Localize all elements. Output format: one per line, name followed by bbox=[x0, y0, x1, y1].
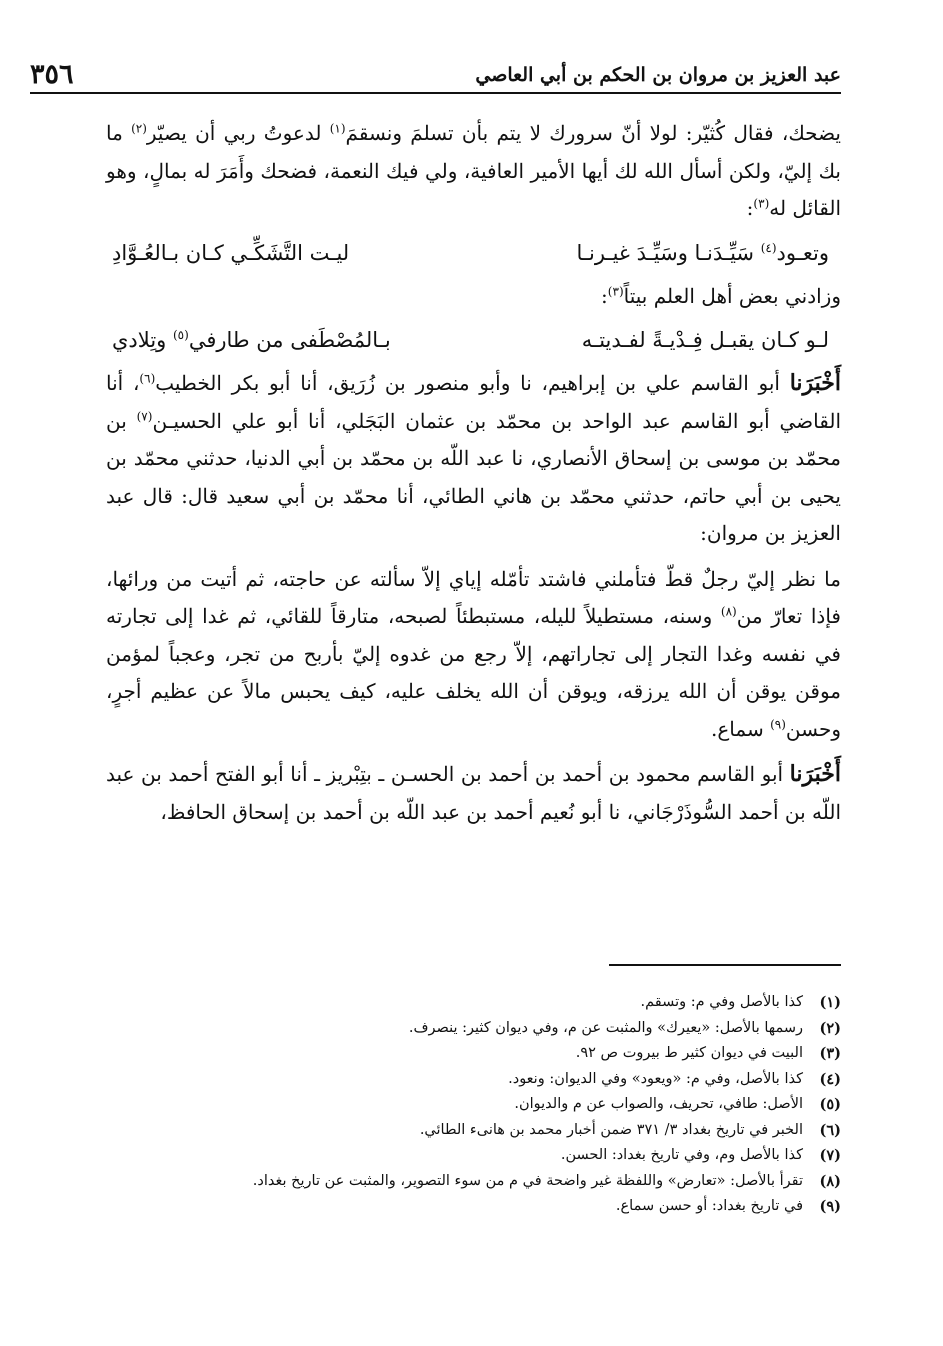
footnote-text: الخبر في تاريخ بغداد ٣/ ٣٧١ ضمن أخبار محمد بن هانىء الطائي. bbox=[419, 1121, 803, 1138]
footnote-number: (١) bbox=[819, 994, 841, 1011]
text-run: : bbox=[601, 283, 608, 308]
footnote-text: الأصل: طافي، تحريف، والصواب عن م والديوان. bbox=[514, 1096, 803, 1112]
footnote-item bbox=[106, 1092, 841, 1118]
running-title: عبد العزيز بن مروان بن الحكم بن أبي العاصي bbox=[475, 64, 841, 86]
footnote-number: (٤) bbox=[819, 1070, 841, 1088]
text-run: وتعـود bbox=[776, 240, 829, 265]
verse-1-second-hemistich: ليـت التَّشَكِّـي كـان بـالعُـوَّادِ bbox=[112, 240, 350, 265]
footnote-text: رسمها بالأصل: «يعيرك» والمثبت عن م، وفي ديوان كثير: ينصرف. bbox=[408, 1019, 803, 1036]
footnote-text: كذا بالأصل وفي م: وتسقم. bbox=[640, 994, 803, 1010]
footnote-item bbox=[106, 1041, 841, 1067]
text-run: سَيِّـدَنـا وسَيِّـدَ غيـرنـا bbox=[576, 240, 761, 265]
text-run: سماع. bbox=[711, 716, 771, 741]
footnote-number: (٩) bbox=[819, 1198, 841, 1215]
footnote-ref-9[interactable]: (٩) bbox=[770, 716, 786, 731]
footnote-ref-7[interactable]: (٧) bbox=[136, 408, 153, 423]
text-run: بن محمّد بن موسى بن إسحاق الأنصاري، نا عبد اللّه بن محمّد بن أبي الدنيا، حدثني محمّد بن يحيى بن أبي حاتم، حدثني محمّد بن هاني الطائي، أنا محمّد بن أبي سعيد قال: قال عبد العزيز بن مروان: bbox=[106, 408, 841, 545]
footnote-item bbox=[106, 1118, 841, 1144]
footnote-item bbox=[106, 1143, 841, 1169]
paragraph-2 bbox=[106, 278, 841, 316]
footnote-item bbox=[106, 1067, 841, 1093]
paragraph-5 bbox=[106, 756, 841, 831]
footnote-ref-6[interactable]: (٦) bbox=[139, 371, 156, 386]
paragraph-3 bbox=[106, 365, 841, 553]
footnote-separator bbox=[609, 964, 841, 966]
footnotes bbox=[106, 990, 841, 1220]
footnote-ref-5[interactable]: (٥) bbox=[172, 328, 189, 342]
page-header bbox=[30, 58, 841, 94]
footnote-item bbox=[106, 1016, 841, 1042]
footnote-text: في تاريخ بغداد: أو حسن سماع. bbox=[615, 1198, 803, 1214]
text-run: أبو القاسم علي بن إبراهيم، نا وأبو منصور بن زُرَيق، أنا أبو بكر الخطيب bbox=[155, 371, 790, 395]
verse-1 bbox=[106, 228, 841, 278]
footnote-ref-8[interactable]: (٨) bbox=[720, 604, 737, 619]
text-run: يضحك، فقال كُثيّر: لولا أنّ سرورك لا يتم بأن تسلمَ ونسقمَ bbox=[345, 121, 842, 145]
text-run: وتِلادي bbox=[112, 328, 173, 352]
text-run: ما بك إليّ، ولكن أسأل الله لك أيها الأمير العافية، ولي فيك النعمة، فضحك وأَمَرَ له بمالٍ، وهو القائل له bbox=[106, 121, 841, 220]
footnote-number: (٥) bbox=[819, 1096, 841, 1113]
verse-2 bbox=[106, 315, 841, 365]
footnote-text: كذا بالأصل، وفي م: «ويعود» وفي الديوان: ونعود. bbox=[508, 1070, 803, 1087]
footnote-number: (٣) bbox=[819, 1045, 841, 1062]
page-number: ٣٥٦ bbox=[30, 59, 74, 90]
footnote-ref-2[interactable]: (٢) bbox=[131, 121, 147, 136]
footnote-text: كذا بالأصل وم، وفي تاريخ بغداد: الحسن. bbox=[560, 1147, 803, 1163]
footnote-ref-4[interactable]: (٤) bbox=[760, 240, 777, 255]
text-run: وزادني بعض أهل العلم بيتاً bbox=[623, 283, 841, 308]
footnote-ref-3[interactable]: (٣) bbox=[753, 196, 770, 211]
footnote-item bbox=[106, 990, 841, 1016]
text-run: وسنه، مستطيلاً لليله، مستبطئاً لصبحه، متارقاً للقائي، ثم غدا إلى تجارته في نفسه وغدا التجار إلى تجاراتهم، إلاّ رجع من غدوه إليّ بأربح من تجر، وعجباً لمؤمن موقن يوقن أن الله يرزقه، ويوقن أن الله يخلف عليه، كيف يحبس مالاً عن عظيم أجرٍ، وحسن bbox=[106, 604, 841, 741]
isnad-lead: أَخْبَرَنا bbox=[789, 370, 842, 396]
footnote-number: (٢) bbox=[819, 1019, 841, 1037]
text-run: : bbox=[746, 196, 754, 220]
text-run: أبو القاسم محمود بن أحمد بن أحمد بن الحسـن ـ بتِبْريز ـ أنا أبو الفتح أحمد بن عبد اللّه بن أحمد السُّوذَرْجَاني، نا أبو نُعيم أحمد بن عبد اللّه بن أحمد بن إسحاق الحافظ، bbox=[106, 762, 841, 824]
text-run: لدعوتُ ربي أن يصيّر bbox=[146, 121, 330, 145]
paragraph-1 bbox=[106, 115, 841, 228]
text-run: ، أنا القاضي أبو القاسم عبد الواحد بن محمّد بن عثمان البَجَلي، أنا أبو علي الحسيـن bbox=[106, 371, 842, 433]
isnad-lead: أَخْبَرَنا bbox=[789, 761, 841, 787]
paragraph-4 bbox=[106, 561, 841, 749]
footnote-number: (٨) bbox=[819, 1172, 841, 1190]
verse-2-first-hemistich: لـو كـان يقبـل فِـدْيـةً لفـديتـه bbox=[581, 328, 829, 352]
footnote-ref-1[interactable]: (١) bbox=[329, 121, 346, 136]
footnote-text: البيت في ديوان كثير ط بيروت ص ٩٢. bbox=[575, 1045, 803, 1061]
text-run: ما نظر إليّ رجلٌ قطّ فتأملني فاشتد تأمّله إياي إلاّ سألته عن حاجته، ثم أتيت من ورائها، فإذا تعارّ من bbox=[106, 566, 841, 628]
text-run: بـالمُصْطَفى من طارفي bbox=[188, 328, 391, 352]
main-text bbox=[106, 115, 841, 831]
footnote-ref-3b[interactable]: (٣) bbox=[607, 283, 624, 298]
footnote-item bbox=[106, 1194, 841, 1220]
verse-2-second-hemistich bbox=[112, 315, 391, 365]
footnote-number: (٦) bbox=[819, 1121, 841, 1139]
footnote-number: (٧) bbox=[819, 1147, 841, 1164]
verse-1-first-hemistich bbox=[576, 228, 829, 278]
footnote-item bbox=[106, 1169, 841, 1195]
footnote-text: تقرأ بالأصل: «تعارض» واللفظة غير واضحة في م من سوء التصوير، والمثبت عن تاريخ بغداد. bbox=[252, 1172, 803, 1189]
